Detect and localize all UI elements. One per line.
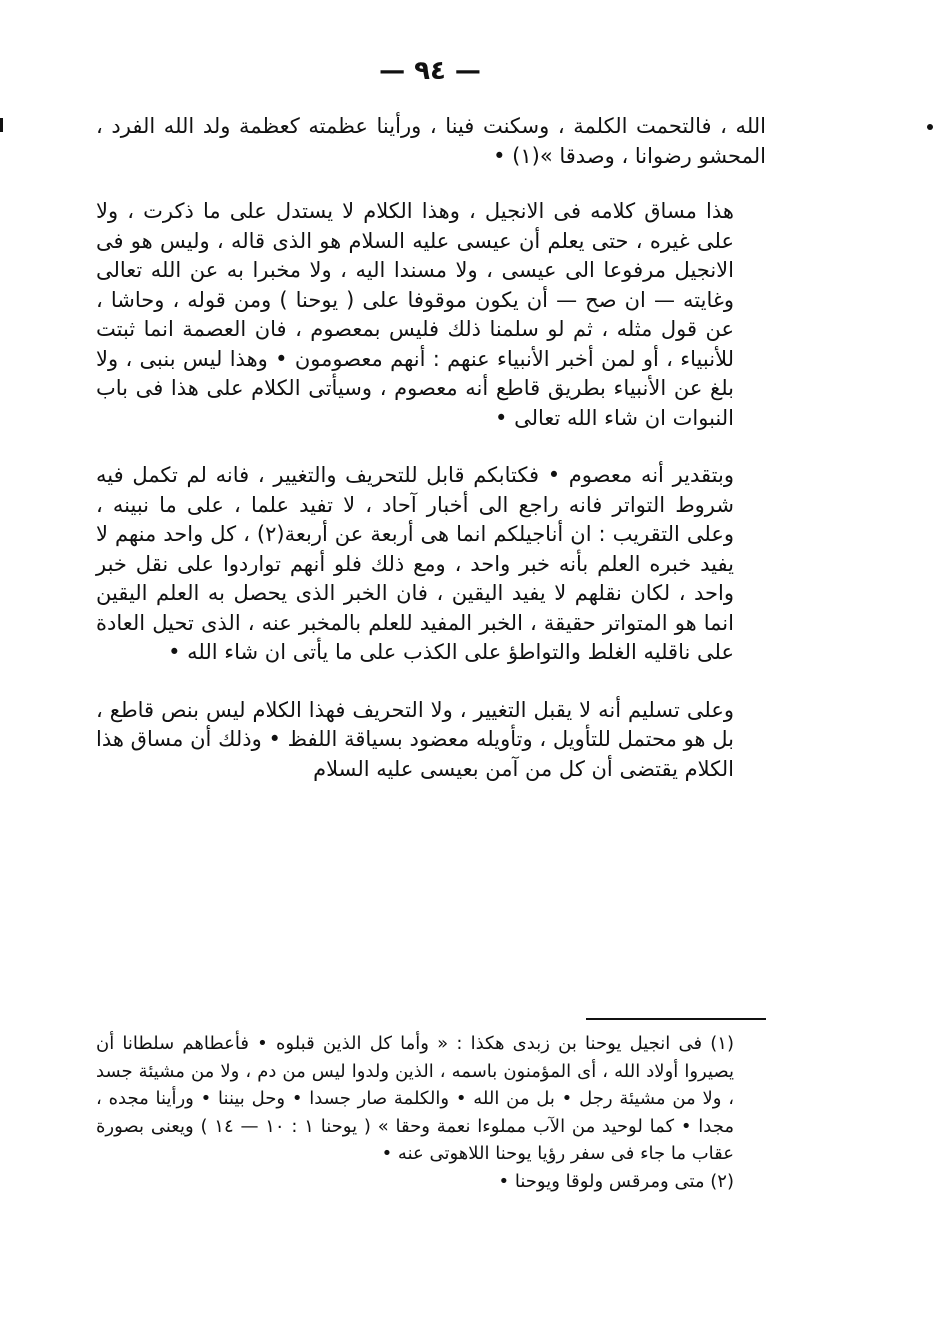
scan-margin-mark (0, 118, 3, 132)
footnote-divider (586, 1018, 766, 1020)
paragraph-4: وعلى تسليم أنه لا يقبل التغيير ، ولا التحريف فهذا الكلام ليس بنص قاطع ، بل هو محتمل للتأويل ، وتأويله معضود بسياقة اللفظ • وذلك أن مساق هذا الكلام يقتضى أن كل من آمن بعيسى عليه السلام (96, 697, 734, 781)
paragraph-1: الله ، فالتحمت الكلمة ، وسكنت فينا ، ورأينا عظمته كعظمة ولد الله الفرد ، المحشو رضوانا ، وصدقا »(١) • (96, 114, 766, 168)
footnotes (96, 1030, 766, 1195)
page-number: — ٩٤ — (379, 56, 481, 86)
main-text (96, 112, 766, 784)
footnote-1: (١) فى انجيل يوحنا بن زبدى هكذا : « وأما كل الذين قبلوه • فأعطاهم سلطانا أن يصيروا أولاد الله ، أى المؤمنون باسمه ، الذين ولدوا ليس من دم ، ولا من مشيئة جسد ، ولا من مشيئة رجل • بل من الله • والكلمة صار جسدا • وحل بيننا • ورأينا مجده ، مجدا • كما لوحيد من الآب مملوءا نعمة وحقا » ( يوحنا ١ : ١٠ — ١٤ ) ويعنى بصورة عقاب ما جاء فى سفر رؤيا يوحنا اللاهوتى عنه • (96, 1033, 734, 1164)
scan-edge-dot (927, 124, 933, 130)
footnote-2: (٢) متى ومرقس ولوقا ويوحنا • (498, 1170, 734, 1192)
paragraph-2: هذا مساق كلامه فى الانجيل ، وهذا الكلام لا يستدل على ما ذكرت ، ولا على غيره ، حتى يعلم أن عيسى عليه السلام هو الذى قاله ، وليس هو فى الانجيل مرفوعا الى عيسى ، ولا مسندا اليه ، ولا مخبرا به عن الله تعالى وغايته — ان صح — أن يكون موقوفا على ( يوحنا ) ومن قوله ، وحاشا ، عن قول مثله ، ثم لو سلمنا ذلك فليس بمعصوم ، فان العصمة انما ثبتت للأنبياء ، أو لمن أخبر الأنبياء عنهم : أنهم معصومون • وهذا ليس بنبى ، ولا بلغ عن الأنبياء بطريق قاطع أنه معصوم ، وسيأتى الكلام على هذا فى باب النبوات ان شاء الله تعالى • (96, 199, 734, 430)
paragraph-3: وبتقدير أنه معصوم • فكتابكم قابل للتحريف والتغيير ، فانه لم تكمل فيه شروط التواتر فانه راجع الى أخبار آحاد ، لا تفيد علما ، على ما نبينه ، وعلى التقريب : ان أناجيلكم انما هى أربعة عن أربعة(٢) ، كل واحد منهم لا يفيد خبره العلم بأنه خبر واحد ، ومع ذلك فلو أنهم تواردوا على نقل خبر واحد ، لكان نقلهم لا يفيد اليقين ، فان الخبر الذى يحصل به العلم اليقين انما هو المتواتر حقيقة ، الخبر المفيد للعلم بالمخبر عنه ، الذى تحيل العادة على ناقليه الغلط والتواطؤ على الكذب على ما يأتى ان شاء الله • (96, 463, 734, 664)
